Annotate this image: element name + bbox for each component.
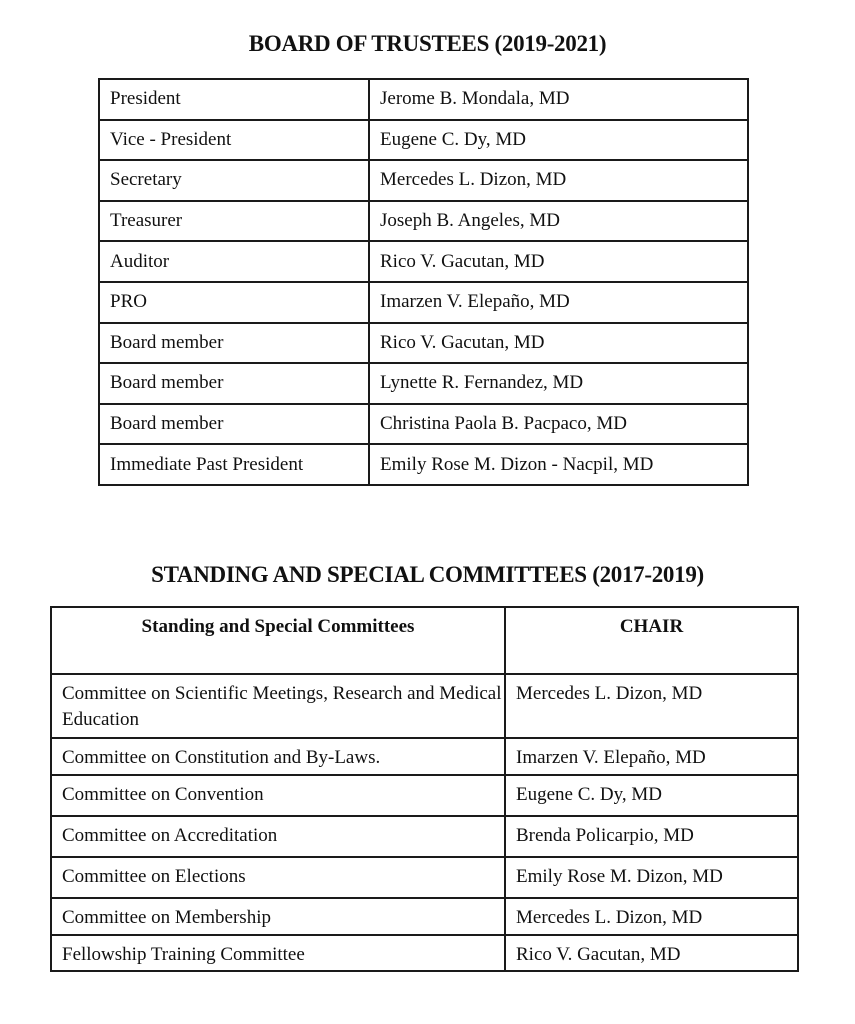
committee-cell: Committee on Accreditation <box>51 816 505 857</box>
name-cell: Mercedes L. Dizon, MD <box>369 160 748 201</box>
table-row <box>99 404 748 445</box>
chair-cell: Emily Rose M. Dizon, MD <box>505 857 798 898</box>
table-row <box>51 857 798 898</box>
table-row <box>51 816 798 857</box>
table-row <box>99 160 748 201</box>
role-cell: Board member <box>99 323 369 364</box>
board-of-trustees-title: BOARD OF TRUSTEES (2019-2021) <box>248 31 607 56</box>
name-cell: Joseph B. Angeles, MD <box>369 201 748 242</box>
role-cell: Immediate Past President <box>99 444 369 485</box>
committee-cell: Committee on Constitution and By-Laws. <box>51 738 505 775</box>
name-cell: Christina Paola B. Pacpaco, MD <box>369 404 748 445</box>
chair-cell: Mercedes L. Dizon, MD <box>505 674 798 738</box>
chair-cell: Rico V. Gacutan, MD <box>505 935 798 971</box>
committee-cell: Committee on Elections <box>51 857 505 898</box>
table-row <box>99 79 748 120</box>
committee-cell: Committee on Convention <box>51 775 505 816</box>
name-cell: Lynette R. Fernandez, MD <box>369 363 748 404</box>
name-cell: Emily Rose M. Dizon - Nacpil, MD <box>369 444 748 485</box>
name-cell: Rico V. Gacutan, MD <box>369 323 748 364</box>
role-cell: Treasurer <box>99 201 369 242</box>
table-row <box>51 935 798 971</box>
committee-cell: Committee on Scientific Meetings, Research and Medical Education <box>51 674 505 738</box>
chair-column-header: CHAIR <box>505 607 798 674</box>
table-row <box>99 323 748 364</box>
chair-cell: Eugene C. Dy, MD <box>505 775 798 816</box>
chair-cell: Imarzen V. Elepaño, MD <box>505 738 798 775</box>
role-cell: PRO <box>99 282 369 323</box>
committee-column-header: Standing and Special Committees <box>51 607 505 674</box>
role-cell: Secretary <box>99 160 369 201</box>
board-of-trustees-table <box>98 78 749 486</box>
table-row <box>99 444 748 485</box>
table-row <box>51 898 798 935</box>
name-cell: Rico V. Gacutan, MD <box>369 241 748 282</box>
table-row <box>99 363 748 404</box>
committees-title: STANDING AND SPECIAL COMMITTEES (2017-2019) <box>151 562 704 587</box>
chair-cell: Mercedes L. Dizon, MD <box>505 898 798 935</box>
role-cell: Auditor <box>99 241 369 282</box>
table-row <box>51 775 798 816</box>
committees-table <box>50 606 799 972</box>
role-cell: Vice - President <box>99 120 369 161</box>
role-cell: President <box>99 79 369 120</box>
name-cell: Jerome B. Mondala, MD <box>369 79 748 120</box>
name-cell: Eugene C. Dy, MD <box>369 120 748 161</box>
table-row <box>99 241 748 282</box>
committee-cell: Fellowship Training Committee <box>51 935 505 971</box>
name-cell: Imarzen V. Elepaño, MD <box>369 282 748 323</box>
table-row <box>99 201 748 242</box>
table-row <box>99 282 748 323</box>
role-cell: Board member <box>99 404 369 445</box>
role-cell: Board member <box>99 363 369 404</box>
table-row <box>51 674 798 738</box>
chair-cell: Brenda Policarpio, MD <box>505 816 798 857</box>
committee-cell: Committee on Membership <box>51 898 505 935</box>
table-row <box>99 120 748 161</box>
table-header-row <box>51 607 798 674</box>
table-row <box>51 738 798 775</box>
